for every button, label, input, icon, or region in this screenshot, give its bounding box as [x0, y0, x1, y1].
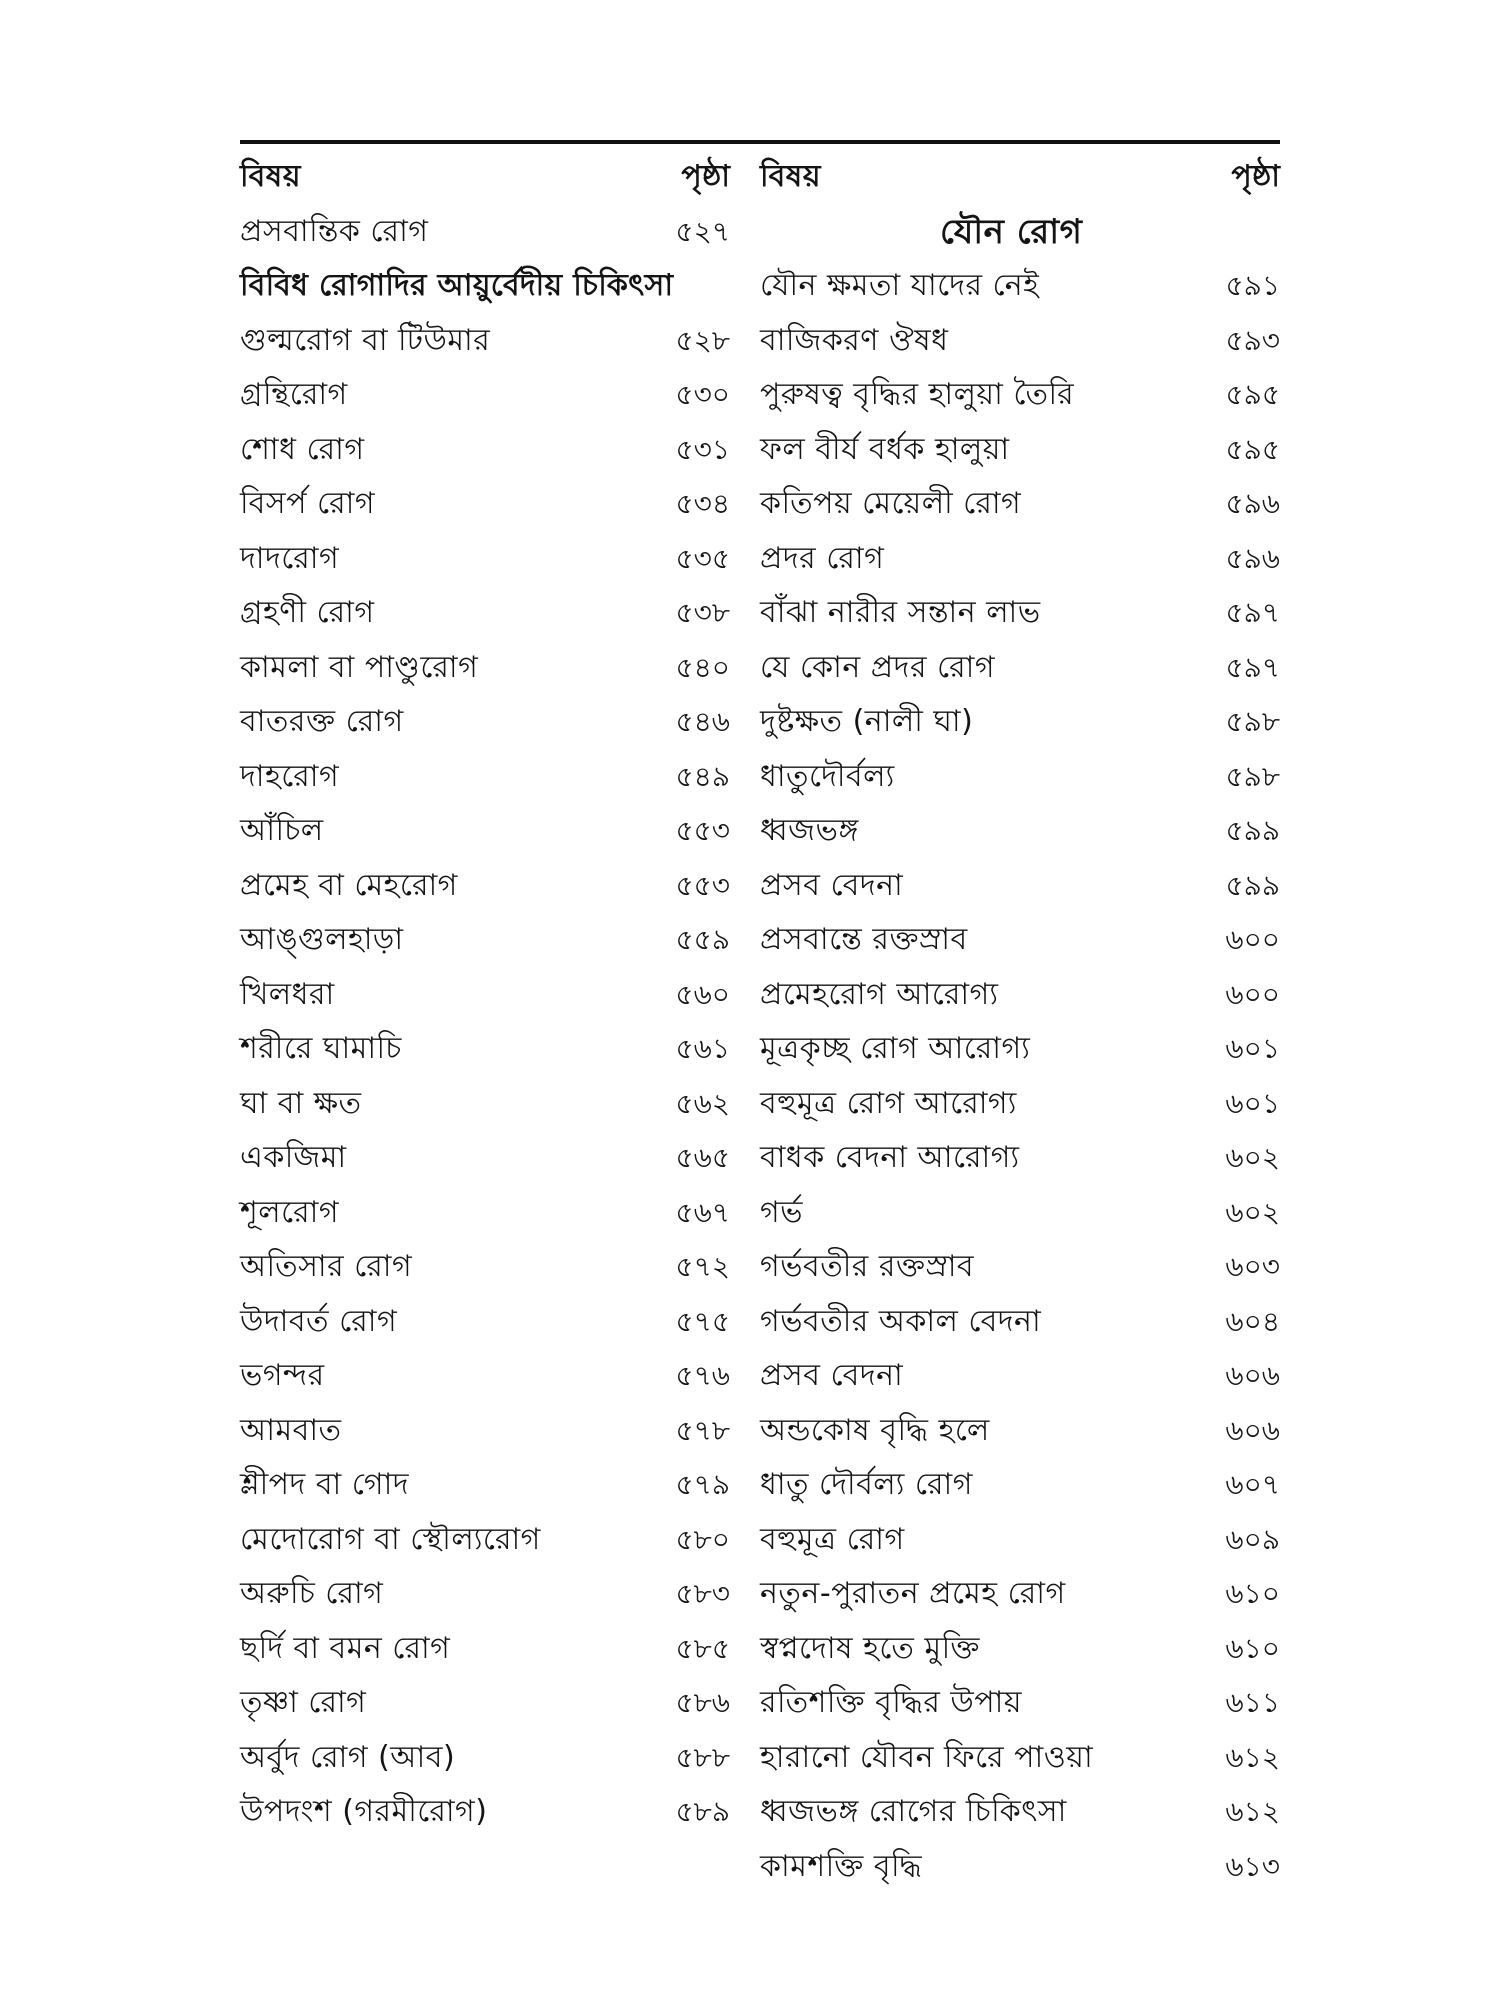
entry-topic: খিলধরা [240, 976, 335, 1012]
entry-topic: প্রসবান্তে রক্তস্রাব [760, 922, 968, 957]
entry-page: ৫৩৮ [675, 596, 730, 629]
index-entry [760, 259, 1280, 314]
index-entry [760, 423, 1280, 478]
index-entry [240, 368, 730, 423]
index-entry [760, 859, 1280, 914]
index-entry [240, 1131, 730, 1186]
entry-page: ৫৩১ [675, 432, 730, 466]
entry-page: ৬০৬ [1225, 1359, 1280, 1392]
entry-topic: প্রসব বেদনা [760, 867, 904, 903]
index-entry [240, 750, 730, 805]
entry-page: ৫৭৯ [675, 1468, 730, 1501]
entry-page: ৫৯৮ [1225, 759, 1280, 793]
entry-page: ৬০১ [1225, 1032, 1280, 1065]
entry-topic: হারানো যৌবন ফিরে পাওয়া [760, 1739, 1094, 1775]
entry-page: ৬০৯ [1225, 1522, 1280, 1556]
index-entry [240, 423, 730, 478]
entry-page: ৫৩৪ [675, 487, 730, 520]
entry-page: ৬১৩ [1225, 1849, 1280, 1883]
entry-topic: প্রসব বেদনা [760, 1358, 904, 1393]
entry-topic: গর্ভ [760, 1194, 804, 1230]
entry-page: ৬১১ [1225, 1686, 1280, 1719]
index-entry [760, 586, 1280, 641]
index-entry [760, 1731, 1280, 1786]
index-entry [760, 1567, 1280, 1622]
entry-topic: প্রসবান্তিক রোগ [240, 213, 429, 249]
entry-topic: স্বপ্নদোষ হতে মুক্তি [760, 1630, 980, 1666]
entry-topic: অর্বুদ রোগ (আব) [240, 1739, 456, 1775]
entry-topic: শূলরোগ [240, 1194, 340, 1230]
index-entry [240, 913, 730, 968]
entry-topic: কতিপয় মেয়েলী রোগ [760, 486, 1022, 521]
entry-page: ৬০২ [1225, 1195, 1280, 1229]
right-header-row [760, 150, 1280, 205]
entry-page: ৫৯৯ [1225, 868, 1280, 902]
entry-topic: বাধক বেদনা আরোগ্য [760, 1140, 1020, 1175]
entry-topic: শোধ রোগ [240, 431, 365, 467]
entry-page: ৫৯৬ [1225, 541, 1280, 575]
entry-page: ৫৬৭ [675, 1195, 730, 1229]
index-entry [760, 750, 1280, 805]
entry-page: ৫৫৩ [675, 868, 730, 902]
index-entry [760, 1131, 1280, 1186]
entry-page: ৫৮৫ [675, 1631, 730, 1665]
entry-topic: আমবাত [240, 1412, 342, 1448]
index-entry [240, 1404, 730, 1459]
index-entry [760, 1295, 1280, 1350]
entry-page: ৫৬২ [675, 1086, 730, 1120]
top-rule [240, 140, 1280, 144]
index-entry [760, 1513, 1280, 1568]
index-entry [760, 1186, 1280, 1241]
entry-topic: নতুন-পুরাতন প্রমেহ রোগ [760, 1576, 1066, 1611]
entry-page: ৫৫৯ [675, 923, 730, 956]
entry-topic: গর্ভবতীর রক্তস্রাব [760, 1249, 975, 1284]
entry-topic: গর্ভবতীর অকাল বেদনা [760, 1303, 1042, 1339]
entry-page: ৫৮৩ [675, 1577, 730, 1610]
entry-page: ৬০৪ [1225, 1304, 1280, 1338]
index-entry [760, 695, 1280, 750]
entry-topic: প্রমেহরোগ আরোগ্য [760, 976, 999, 1012]
index-entry [240, 1567, 730, 1622]
entry-page: ৫৯৭ [1225, 596, 1280, 629]
index-entry [760, 1022, 1280, 1077]
entry-topic: গ্রহণী রোগ [240, 595, 375, 630]
index-entry [240, 532, 730, 587]
entry-page: ৫৭২ [675, 1250, 730, 1283]
entry-topic: বহুমূত্র রোগ [760, 1521, 905, 1557]
index-entry [240, 804, 730, 859]
entry-topic: যে কোন প্রদর রোগ [760, 649, 996, 685]
index-entry [240, 1785, 730, 1840]
index-entry [240, 1458, 730, 1513]
entry-page: ৫৭৮ [675, 1413, 730, 1447]
section-heading-row [240, 259, 730, 314]
entry-topic: পুরুষত্ব বৃদ্ধির হালুয়া তৈরি [760, 377, 1075, 412]
section-heading-row [760, 205, 1280, 260]
index-entry [760, 477, 1280, 532]
entry-page: ৫৭৬ [675, 1359, 730, 1392]
index-entry [240, 859, 730, 914]
entry-topic: আঁচিল [240, 813, 324, 848]
entry-topic: মেদোরোগ বা স্থৌল্যরোগ [240, 1521, 541, 1557]
entry-topic: রতিশক্তি বৃদ্ধির উপায় [760, 1685, 1023, 1720]
entry-topic: উপদংশ (গরমীরোগ) [240, 1794, 488, 1829]
entry-topic: প্রদর রোগ [760, 540, 885, 576]
entry-page: ৫৩০ [675, 378, 730, 411]
entry-topic: গুল্মরোগ বা টিউমার [240, 322, 491, 358]
entry-page: ৬০০ [1225, 977, 1280, 1011]
index-entry [240, 1022, 730, 1077]
left-header-topic: বিষয় [240, 159, 301, 194]
index-entry [240, 641, 730, 696]
entry-topic: উদাবর্ত রোগ [240, 1303, 398, 1339]
entry-page: ৬১০ [1225, 1577, 1280, 1610]
entry-topic: কামশক্তি বৃদ্ধি [760, 1848, 923, 1884]
index-entry [240, 1295, 730, 1350]
entry-page: ৬১০ [1225, 1631, 1280, 1665]
entry-topic: ধাতু দৌর্বল্য রোগ [760, 1467, 973, 1502]
entry-topic: বাতরক্ত রোগ [240, 704, 404, 739]
entry-page: ৫৯৯ [1225, 814, 1280, 847]
entry-topic: দাদরোগ [240, 540, 340, 576]
entry-topic: শ্লীপদ বা গোদ [240, 1467, 410, 1502]
index-entry [760, 1676, 1280, 1731]
entry-page: ৫৮৮ [675, 1740, 730, 1774]
entry-topic: অতিসার রোগ [240, 1249, 413, 1284]
index-entry [240, 1676, 730, 1731]
left-header-page: পৃষ্ঠা [681, 159, 730, 194]
entry-topic: বাজিকরণ ঔষধ [760, 322, 949, 358]
entry-page: ৫২৮ [675, 323, 730, 357]
index-entry [240, 205, 730, 260]
entry-page: ৬০৭ [1225, 1468, 1280, 1501]
left-column [240, 150, 730, 1840]
index-entry [760, 804, 1280, 859]
entry-page: ৫২৭ [675, 214, 730, 248]
entry-page: ৫৮৯ [675, 1795, 730, 1828]
entry-page: ৬০১ [1225, 1086, 1280, 1120]
entry-topic: ধ্বজভঙ্গ [760, 813, 859, 848]
entry-page: ৬১২ [1225, 1795, 1280, 1828]
index-entry [240, 1186, 730, 1241]
entry-topic: শরীরে ঘামাচি [240, 1031, 402, 1066]
entry-page: ৫৭৫ [675, 1304, 730, 1338]
entry-page: ৬১২ [1225, 1740, 1280, 1774]
entry-page: ৫৯৩ [1225, 323, 1280, 357]
index-entry [760, 1622, 1280, 1677]
entry-topic: তৃষ্ণা রোগ [240, 1685, 367, 1720]
index-entry [240, 1240, 730, 1295]
entry-page: ৫৯৮ [1225, 705, 1280, 738]
entry-topic: অরুচি রোগ [240, 1576, 384, 1611]
index-entry [760, 1077, 1280, 1132]
index-entry [760, 1840, 1280, 1895]
index-entry [760, 314, 1280, 369]
entry-topic: বাঁঝা নারীর সন্তান লাভ [760, 595, 1041, 630]
entry-topic: প্রমেহ বা মেহরোগ [240, 867, 458, 903]
index-entry [760, 1458, 1280, 1513]
entry-page: ৫৪০ [675, 650, 730, 684]
index-entry [760, 913, 1280, 968]
section-heading: বিবিধ রোগাদির আয়ুর্বেদীয় চিকিৎসা [240, 268, 674, 303]
entry-page: ৫৯১ [1225, 269, 1280, 302]
index-entry [240, 968, 730, 1023]
entry-page: ৬০৬ [1225, 1413, 1280, 1447]
entry-topic: যৌন ক্ষমতা যাদের নেই [760, 268, 1040, 303]
entry-page: ৫৯৬ [1225, 487, 1280, 520]
index-entry [240, 1622, 730, 1677]
index-entry [760, 532, 1280, 587]
entry-page: ৫৬০ [675, 977, 730, 1011]
entry-page: ৫৮০ [675, 1522, 730, 1556]
entry-page: ৫৯৫ [1225, 432, 1280, 466]
index-entry [240, 1077, 730, 1132]
entry-page: ৫৪৬ [675, 705, 730, 738]
entry-topic: একজিমা [240, 1140, 347, 1175]
right-header-topic: বিষয় [760, 159, 821, 194]
entry-topic: কামলা বা পাণ্ডুরোগ [240, 649, 479, 685]
entry-topic: মূত্রকৃচ্ছ রোগ আরোগ্য [760, 1031, 1031, 1066]
entry-topic: গ্রন্থিরোগ [240, 377, 348, 412]
right-column [760, 150, 1280, 1894]
entry-topic: ঘা বা ক্ষত [240, 1085, 362, 1121]
index-entry [240, 1513, 730, 1568]
entry-page: ৫৯৭ [1225, 650, 1280, 684]
entry-page: ৫৫৩ [675, 814, 730, 847]
entry-topic: দাহরোগ [240, 758, 340, 794]
entry-page: ৬০০ [1225, 923, 1280, 956]
entry-page: ৬০২ [1225, 1141, 1280, 1174]
index-entry [240, 477, 730, 532]
index-entry [240, 1731, 730, 1786]
index-entry [240, 695, 730, 750]
entry-topic: ফল বীর্য বর্ধক হালুয়া [760, 431, 1010, 467]
entry-topic: ধ্বজভঙ্গ রোগের চিকিৎসা [760, 1794, 1067, 1829]
index-entry [760, 368, 1280, 423]
index-entry [760, 968, 1280, 1023]
entry-page: ৫৮৬ [675, 1686, 730, 1719]
entry-topic: দুষ্টক্ষত (নালী ঘা) [760, 704, 974, 739]
index-entry [760, 641, 1280, 696]
right-header-page: পৃষ্ঠা [1231, 159, 1280, 194]
index-entry [240, 314, 730, 369]
entry-topic: ছর্দি বা বমন রোগ [240, 1630, 451, 1666]
entry-page: ৫৬১ [675, 1032, 730, 1065]
index-entry [760, 1349, 1280, 1404]
index-entry [760, 1240, 1280, 1295]
entry-topic: অন্ডকোষ বৃদ্ধি হলে [760, 1412, 990, 1448]
entry-page: ৫৯৫ [1225, 378, 1280, 411]
entry-topic: বহুমূত্র রোগ আরোগ্য [760, 1085, 1017, 1121]
index-entry [760, 1404, 1280, 1459]
entry-page: ৬০৩ [1225, 1250, 1280, 1283]
index-entry [240, 586, 730, 641]
entry-topic: আঙ্গুলহাড়া [240, 922, 404, 957]
index-entry [760, 1785, 1280, 1840]
entry-topic: বিসর্প রোগ [240, 486, 376, 521]
entry-page: ৫৩৫ [675, 541, 730, 575]
index-entry [240, 1349, 730, 1404]
entry-page: ৫৬৫ [675, 1141, 730, 1174]
entry-topic: ভগন্দর [240, 1358, 325, 1393]
entry-topic: ধাতুদৌর্বল্য [760, 758, 895, 794]
left-header-row [240, 150, 730, 205]
entry-page: ৫৪৯ [675, 759, 730, 793]
section-heading: যৌন রোগ [940, 211, 1083, 252]
